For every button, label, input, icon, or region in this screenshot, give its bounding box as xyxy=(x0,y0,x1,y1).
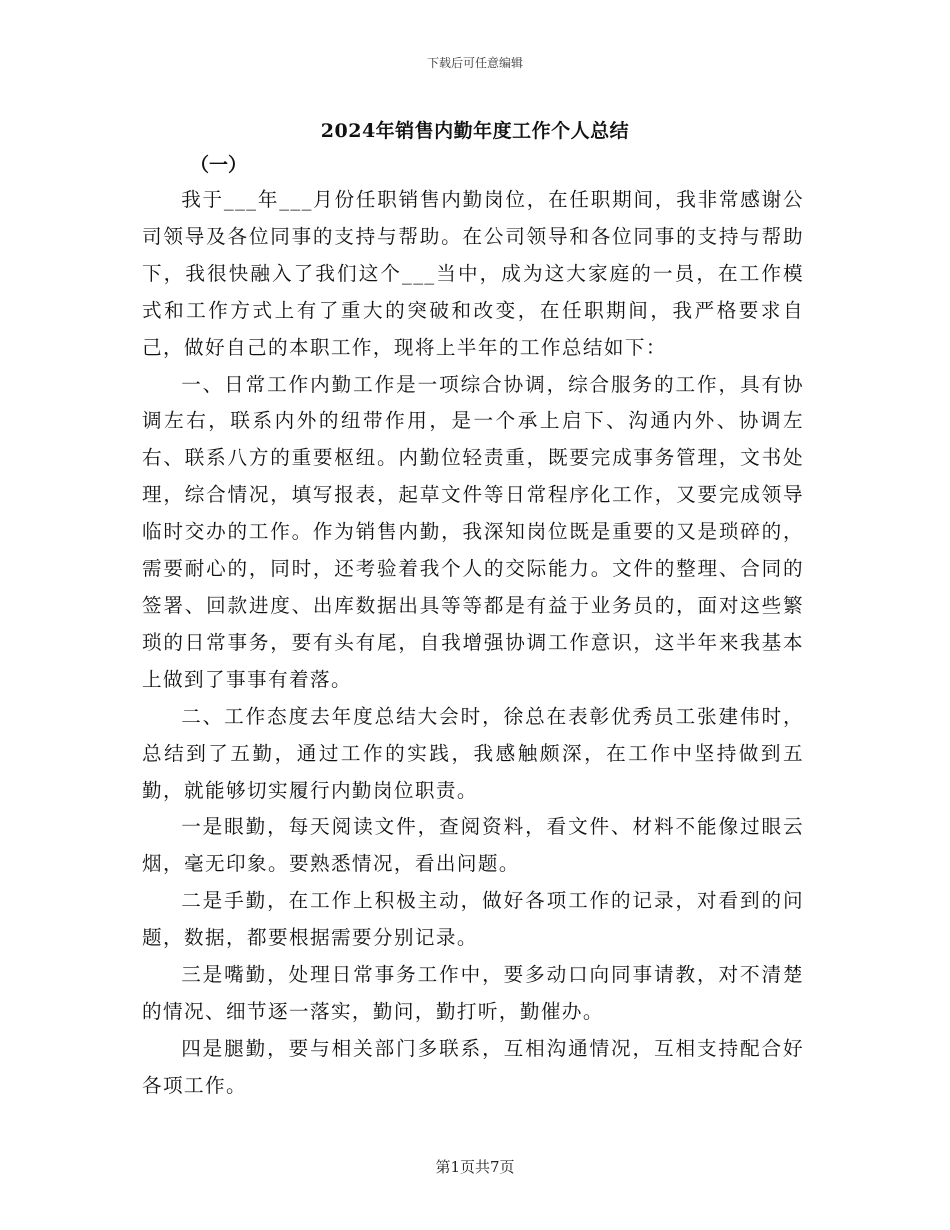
paragraph-leg-diligence: 四是腿勤，要与相关部门多联系，互相沟通情况，互相支持配合好各项工作。 xyxy=(142,1036,804,1097)
paragraph-daily-work: 一、日常工作内勤工作是一项综合协调，综合服务的工作，具有协调左右，联系内外的纽带作用，是一个承上启下、沟通内外、协调左右、联系八方的重要枢纽。内勤位轻责重，既要完成事务管理，文书处理，综合情况，填写报表，起草文件等日常程序化工作，又要完成领导临时交办的工作。作为销售内勤，我深知岗位既是重要的又是琐碎的，需要耐心的，同时，还考验着我个人的交际能力。文件的整理、合同的签署、回款进度、出库数据出具等等都是有益于业务员的，面对这些繁琐的日常事务，要有头有尾，自我增强协调工作意识，这半年来我基本上做到了事事有着落。 xyxy=(142,372,804,691)
document-body xyxy=(142,182,804,1105)
paragraph-mouth-diligence: 三是嘴勤，处理日常事务工作中，要多动口向同事请教，对不清楚的情况、细节逐一落实，勤问，勤打听，勤催办。 xyxy=(142,963,804,1023)
paragraph-intro: 我于___年___月份任职销售内勤岗位，在任职期间，我非常感谢公司领导及各位同事的支持与帮助。在公司领导和各位同事的支持与帮助下，我很快融入了我们这个___当中，成为这大家庭的一员，在工作模式和工作方式上有了重大的突破和改变，在任职期间，我严格要求自己，做好自己的本职工作，现将上半年的工作总结如下： xyxy=(142,188,804,359)
paragraph-eye-diligence: 一是眼勤，每天阅读文件，查阅资料，看文件、材料不能像过眼云烟，毫无印象。要熟悉情况，看出问题。 xyxy=(142,815,804,876)
document-title: 2024年销售内勤年度工作个人总结 xyxy=(320,120,630,142)
paragraph-work-attitude: 二、工作态度去年度总结大会时，徐总在表彰优秀员工张建伟时，总结到了五勤，通过工作的实践，我感触颇深，在工作中坚持做到五勤，就能够切实履行内勤岗位职责。 xyxy=(142,704,804,802)
paragraph-hand-diligence: 二是手勤，在工作上积极主动，做好各项工作的记录，对看到的问题，数据，都要根据需要分别记录。 xyxy=(142,889,804,950)
page-header-note: 下载后可任意编辑 xyxy=(426,56,523,70)
page-number: 第1页共7页 xyxy=(435,1158,515,1176)
section-label: （一） xyxy=(190,154,248,176)
